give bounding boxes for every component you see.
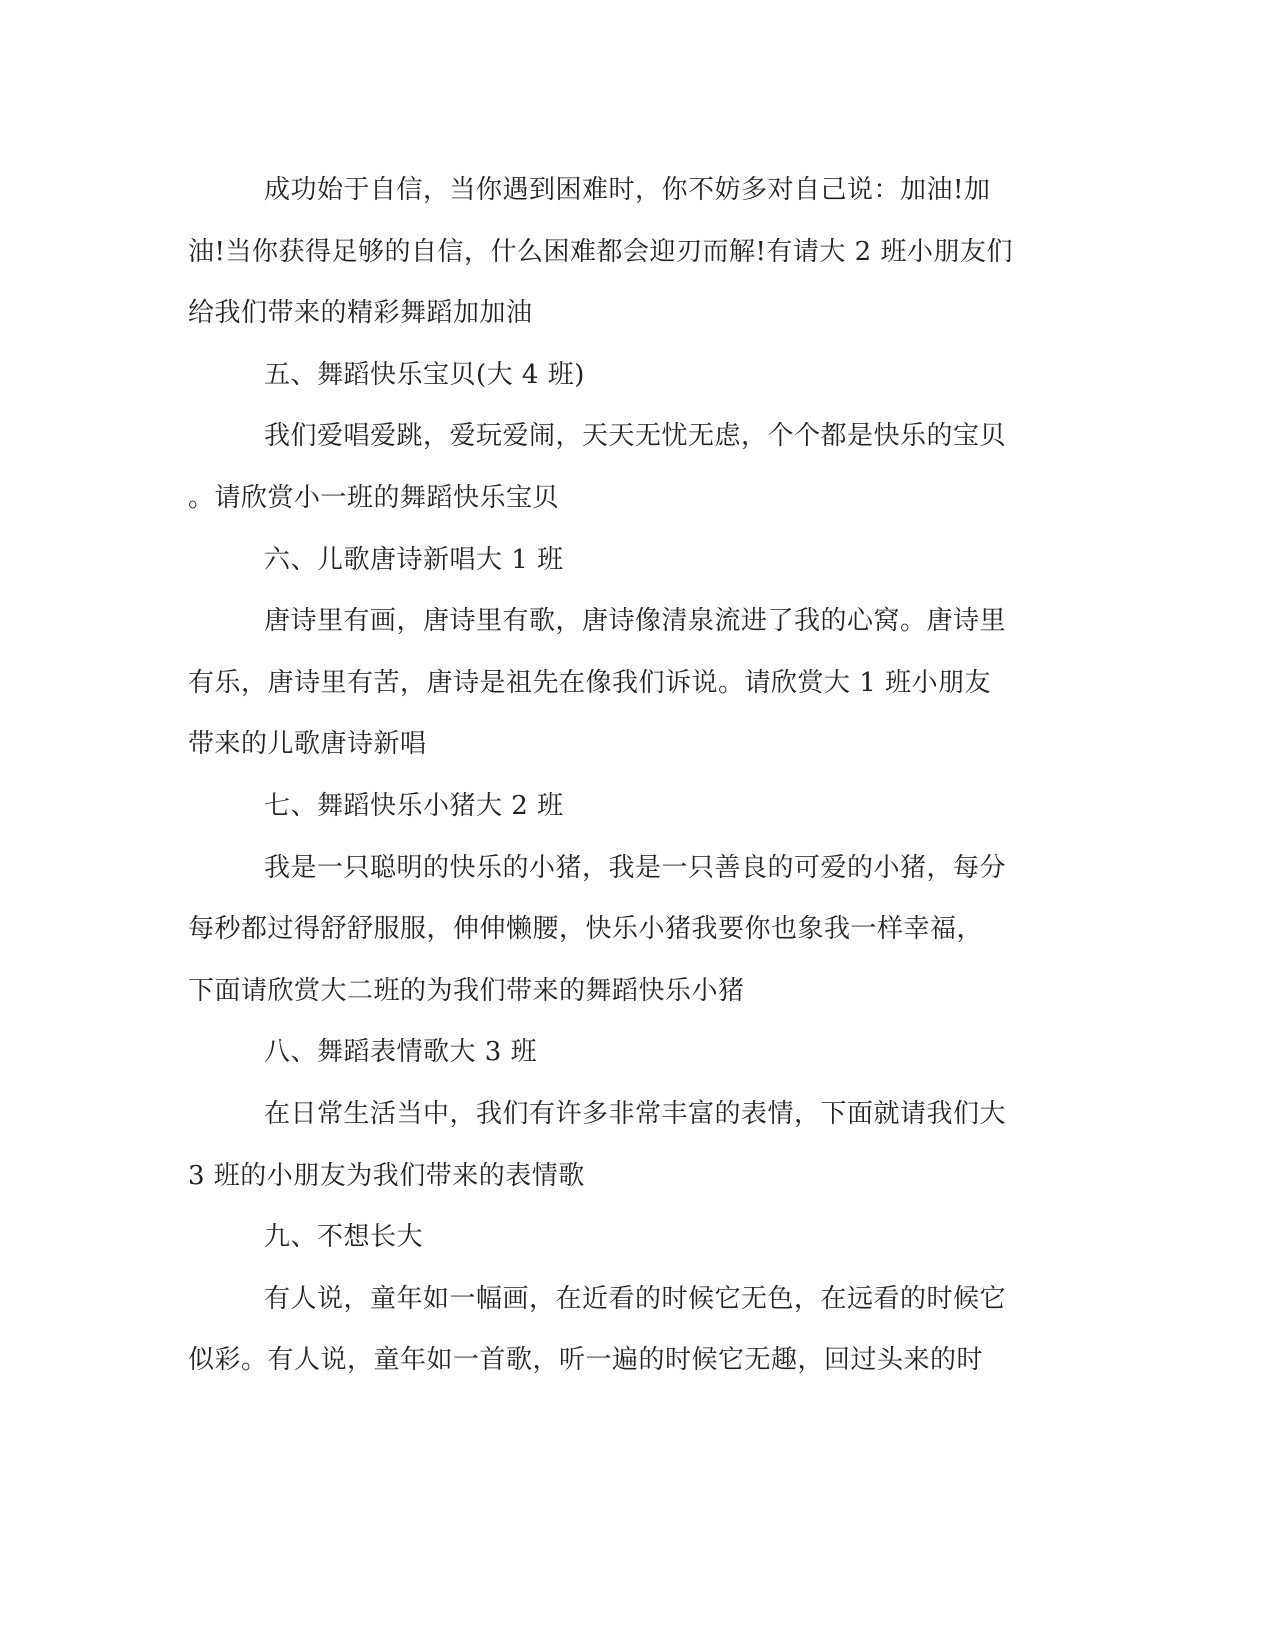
paragraph-line: 。请欣赏小一班的舞蹈快乐宝贝 (188, 482, 560, 513)
paragraph-line: 带来的儿歌唐诗新唱 (188, 729, 427, 760)
paragraph-line: 下面请欣赏大二班的为我们带来的舞蹈快乐小猪 (188, 975, 745, 1006)
section-heading: 八、舞蹈表情歌大 3 班 (264, 1037, 538, 1068)
paragraph-line: 在日常生活当中，我们有许多非常丰富的表情，下面就请我们大 (264, 1098, 1007, 1129)
document-body (188, 160, 1068, 1392)
paragraph-line: 3 班的小朋友为我们带来的表情歌 (188, 1160, 585, 1191)
paragraph-line: 每秒都过得舒舒服服，伸伸懒腰，快乐小猪我要你也象我一样幸福， (188, 914, 984, 945)
section-heading: 九、不想长大 (264, 1222, 424, 1253)
section-heading: 七、舞蹈快乐小猪大 2 班 (264, 790, 564, 821)
paragraph-line: 我是一只聪明的快乐的小猪，我是一只善良的可爱的小猪，每分 (264, 852, 1007, 883)
paragraph-line: 唐诗里有画，唐诗里有歌，唐诗像清泉流进了我的心窝。唐诗里 (264, 606, 1007, 637)
paragraph-line: 有乐，唐诗里有苦，唐诗是祖先在像我们诉说。请欣赏大 1 班小朋友 (188, 667, 992, 698)
paragraph-line: 油!当你获得足够的自信，什么困难都会迎刃而解!有请大 2 班小朋友们 (188, 236, 1013, 267)
paragraph-line: 给我们带来的精彩舞蹈加加油 (188, 298, 533, 329)
paragraph-line: 有人说，童年如一幅画，在近看的时候它无色，在远看的时候它 (264, 1283, 1007, 1314)
paragraph-line: 似彩。有人说，童年如一首歌，听一遍的时候它无趣，回过头来的时 (188, 1345, 984, 1376)
paragraph-line: 成功始于自信，当你遇到困难时，你不妨多对自己说：加油!加 (264, 175, 991, 205)
section-heading: 五、舞蹈快乐宝贝(大 4 班) (264, 359, 585, 390)
section-heading: 六、儿歌唐诗新唱大 1 班 (264, 544, 564, 575)
paragraph-line: 我们爱唱爱跳，爱玩爱闹，天天无忧无虑，个个都是快乐的宝贝 (264, 421, 1007, 452)
